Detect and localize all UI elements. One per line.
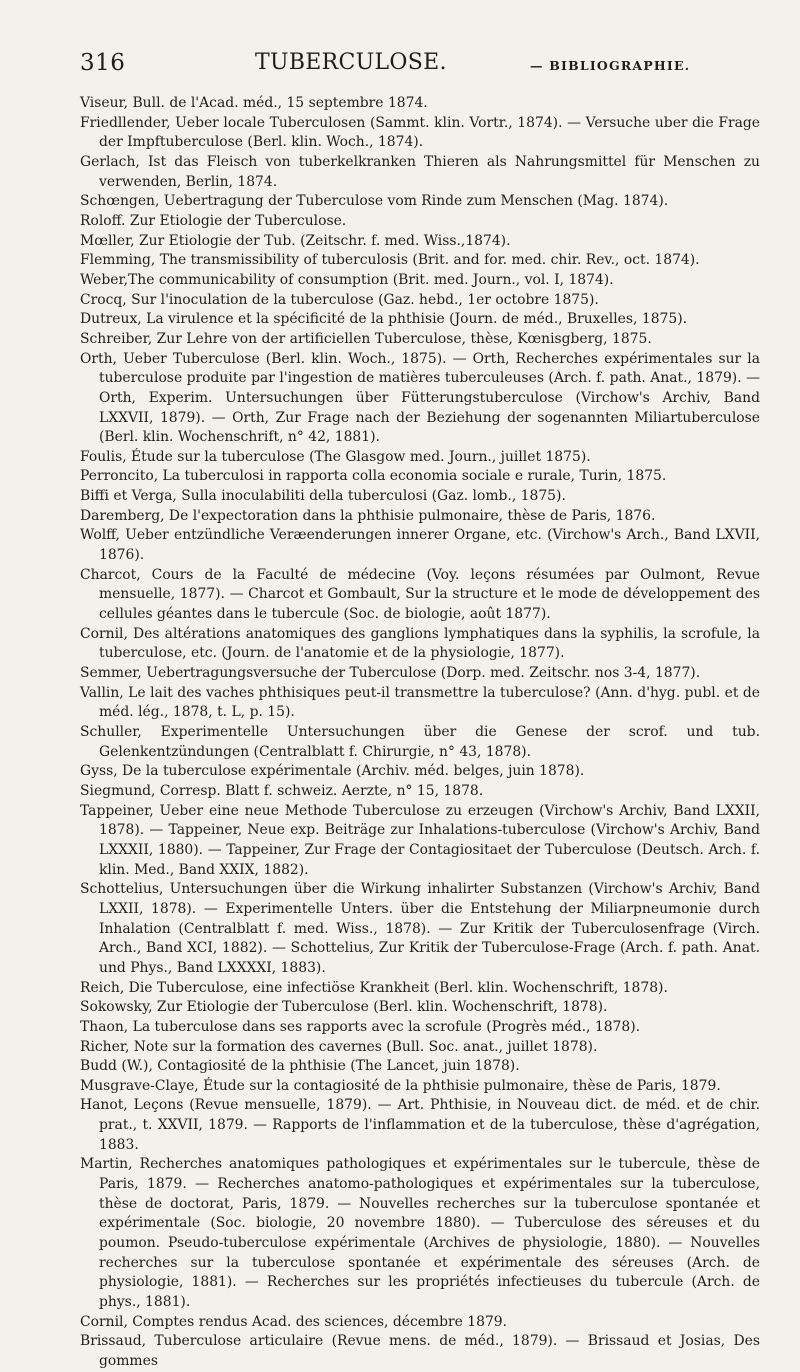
- running-header: [80, 50, 760, 90]
- bibliography-entry: Reich, Die Tuberculose, eine infectiöse Krankheit (Berl. klin. Wochenschrift, 1878).: [80, 979, 668, 996]
- bibliography-entry: Biffi et Verga, Sulla inoculabiliti della tuberculosi (Gaz. lomb., 1875).: [80, 488, 566, 505]
- bibliography-entry: Musgrave-Claye, Étude sur la contagiosité de la phthisie pulmonaire, thèse de Paris, 1879.: [80, 1077, 721, 1094]
- bibliography-entry: Crocq, Sur l'inoculation de la tuberculose (Gaz. hebd., 1er octobre 1875).: [80, 291, 599, 308]
- bibliography-entry: Hanot, Leçons (Revue mensuelle, 1879). — Art. Phthisie, in Nouveau dict. de méd. et de chir. prat., t. XXVII, 1879. — Rapports de l'inflammation et de la tuberculose, thèse d'agrégation, 1883.: [80, 1097, 760, 1153]
- header-title: TUBERCULOSE.: [255, 50, 447, 75]
- bibliography-entry: Schreiber, Zur Lehre von der artificiellen Tuberculose, thèse, Kœnisgberg, 1875.: [80, 330, 652, 347]
- bibliography-entry: Foulis, Étude sur la tuberculose (The Glasgow med. Journ., juillet 1875).: [80, 448, 591, 465]
- bibliography-entry: Schottelius, Untersuchungen über die Wirkung inhalirter Substanzen (Virchow's Archiv, Band LXXII, 1878). — Experimentelle Unters. über die Entstehung der Miliarpneumonie durch Inhalation (Centralblatt f. med. Wiss., 1878). — Zur Kritik der Tuberculosenfrage (Virch. Arch., Band XCI, 1882). — Schottelius, Zur Kritik der Tuberculose-Frage (Arch. f. path. Anat. und Phys., Band LXXXXI, 1883).: [80, 881, 760, 976]
- bibliography-entry: Flemming, The transmissibility of tuberculosis (Brit. and for. med. chir. Rev., oct. 1874).: [80, 252, 700, 269]
- bibliography-entry: Perroncito, La tuberculosi in rapporta colla economia sociale e rurale, Turin, 1875.: [80, 468, 667, 485]
- bibliography-entry: Richer, Note sur la formation des cavernes (Bull. Soc. anat., juillet 1878).: [80, 1038, 598, 1055]
- bibliography-entry: Daremberg, De l'expectoration dans la phthisie pulmonaire, thèse de Paris, 1876.: [80, 507, 656, 524]
- bibliography-entry: Cornil, Des altérations anatomiques des ganglions lymphatiques dans la syphilis, la scrofule, la tuberculose, etc. (Journ. de l'anatomie et de la physiologie, 1877).: [80, 625, 760, 662]
- bibliography-entry: Sokowsky, Zur Etiologie der Tuberculose (Berl. klin. Wochenschrift, 1878).: [80, 999, 608, 1016]
- bibliography-entry: Martin, Recherches anatomiques pathologiques et expérimentales sur le tubercule, thèse de Paris, 1879. — Recherches anatomo-pathologiques et expérimentales sur la tuberculose, thèse de doctorat, Paris, 1879. — Nouvelles recherches sur la tuberculose spontanée et expérimentale (Soc. biologie, 20 novembre 1880). — Tuberculose des séreuses et du poumon. Pseudo-tuberculose expérimentale (Archives de physiologie, 1880). — Nouvelles recherches sur la tuberculose spontanée et expérimentale des séreuses (Arch. de physiologie, 1881). — Recherches sur les propriétés infectieuses du tubercule (Arch. de phys., 1881).: [80, 1156, 760, 1311]
- bibliography-entry: Schœngen, Uebertragung der Tuberculose vom Rinde zum Menschen (Mag. 1874).: [80, 193, 669, 210]
- bibliography-entry: Siegmund, Corresp. Blatt f. schweiz. Aerzte, n° 15, 1878.: [80, 782, 484, 799]
- bibliography-entry: Roloff. Zur Etiologie der Tuberculose.: [80, 212, 347, 229]
- bibliography-list: [80, 94, 760, 1372]
- bibliography-entry: Gerlach, Ist das Fleisch von tuberkelkranken Thieren als Nahrungsmittel für Menschen zu verwenden, Berlin, 1874.: [80, 153, 760, 190]
- header-section: — BIBLIOGRAPHIE.: [530, 58, 691, 73]
- bibliography-entry: Thaon, La tuberculose dans ses rapports avec la scrofule (Progrès méd., 1878).: [80, 1018, 641, 1035]
- bibliography-entry: Gyss, De la tuberculose expérimentale (Archiv. méd. belges, juin 1878).: [80, 763, 585, 780]
- bibliography-entry: Friedllender, Ueber locale Tuberculosen (Sammt. klin. Vortr., 1874). — Versuche uber die Frage der Impftuberculose (Berl. klin. Woch., 1874).: [80, 114, 760, 151]
- bibliography-entry: Brissaud, Tuberculose articulaire (Revue mens. de méd., 1879). — Brissaud et Josias, Des gommes: [80, 1333, 760, 1369]
- page-number: 316: [80, 50, 126, 76]
- bibliography-entry: Wolff, Ueber entzündliche Veræenderungen innerer Organe, etc. (Virchow's Arch., Band LXVII, 1876).: [80, 527, 760, 564]
- bibliography-entry: Vallin, Le lait des vaches phthisiques peut-il transmettre la tuberculose? (Ann. d'hyg. publ. et de méd. lég., 1878, t. L, p. 15).: [80, 684, 760, 721]
- bibliography-entry: Charcot, Cours de la Faculté de médecine (Voy. leçons résumées par Oulmont, Revue mensuelle, 1877). — Charcot et Gombault, Sur la structure et le mode de développement des cellules géantes dans le tubercule (Soc. de biologie, août 1877).: [80, 566, 760, 623]
- bibliography-entry: Budd (W.), Contagiosité de la phthisie (The Lancet, juin 1878).: [80, 1058, 520, 1075]
- bibliography-entry: Schuller, Experimentelle Untersuchungen über die Genese der scrof. und tub. Gelenkentzündungen (Centralblatt f. Chirurgie, n° 43, 1878).: [80, 724, 760, 760]
- bibliography-entry: Viseur, Bull. de l'Acad. méd., 15 septembre 1874.: [80, 95, 428, 111]
- bibliography-entry: Semmer, Uebertragungsversuche der Tuberculose (Dorp. med. Zeitschr. nos 3-4, 1877).: [80, 665, 701, 682]
- bibliography-entry: Orth, Ueber Tuberculose (Berl. klin. Woch., 1875). — Orth, Recherches expérimentales sur la tuberculose produite par l'ingestion de matières tuberculeuses (Arch. f. path. Anat., 1879). — Orth, Experim. Untersuchungen über Fütterungstuberculose (Virchow's Archiv, Band LXXVII, 1879). — Orth, Zur Frage nach der Beziehung der sogenannten Miliartuberculose (Berl. klin. Wochenschrift, n° 42, 1881).: [80, 350, 760, 446]
- bibliography-entry: Dutreux, La virulence et la spécificité de la phthisie (Journ. de méd., Bruxelles, 1875).: [80, 311, 688, 328]
- bibliography-entry: Weber,The communicability of consumption (Brit. med. Journ., vol. I, 1874).: [80, 271, 614, 288]
- bibliography-entry: Mœller, Zur Etiologie der Tub. (Zeitschr. f. med. Wiss.,1874).: [80, 232, 511, 249]
- bibliography-entry: Tappeiner, Ueber eine neue Methode Tuberculose zu erzeugen (Virchow's Archiv, Band LXXII, 1878). — Tappeiner, Neue exp. Beiträge zur Inhalations-tuberculose (Virchow's Archiv, Band LXXXII, 1880). — Tappeiner, Zur Frage der Contagiositaet der Tuberculose (Deutsch. Arch. f. klin. Med., Band XXIX, 1882).: [80, 802, 760, 878]
- bibliography-entry: Cornil, Comptes rendus Acad. des sciences, décembre 1879.: [80, 1313, 508, 1330]
